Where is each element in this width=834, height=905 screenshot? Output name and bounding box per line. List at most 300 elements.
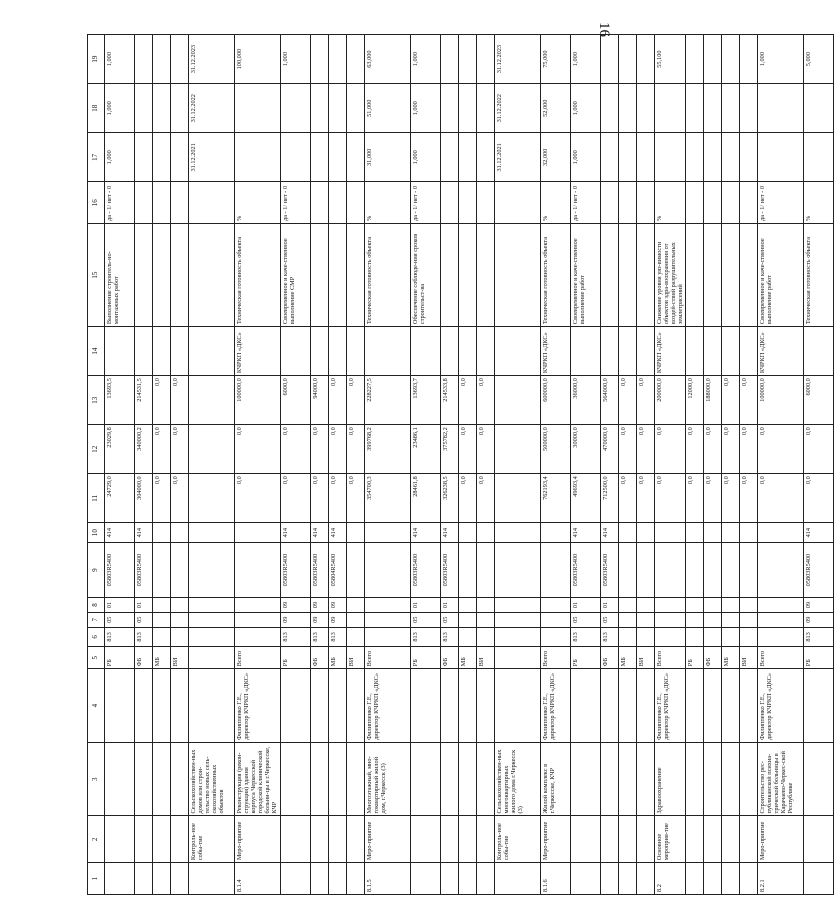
table-cell: [637, 35, 655, 84]
table-cell: МБ: [153, 647, 171, 669]
table-cell: [329, 35, 347, 84]
table-cell: Меро-приятие: [541, 816, 571, 863]
table-cell: [365, 627, 411, 647]
table-cell: 05: [411, 612, 441, 627]
table-cell: [686, 598, 704, 613]
table-cell: [459, 612, 477, 627]
table-cell: [722, 224, 740, 327]
table-cell: 0,0: [655, 425, 686, 474]
table-cell: [704, 598, 722, 613]
table-cell: [740, 863, 758, 895]
table-cell: [459, 742, 477, 816]
table-cell: [189, 669, 235, 743]
table-cell: 09: [281, 598, 311, 613]
table-cell: Меро-приятие: [758, 816, 804, 863]
table-row: [347, 35, 365, 895]
table-cell: 1,000: [411, 133, 441, 182]
table-cell: 1,000: [105, 84, 135, 133]
table-cell: [135, 224, 153, 327]
table-cell: [189, 542, 235, 597]
table-row: [441, 35, 459, 895]
table-cell: [153, 863, 171, 895]
table-cell: [722, 742, 740, 816]
table-cell: Снижение уровня уяз-вимости объектов здра-воохранения от воздей-ствий разрушительных землетрясений: [655, 224, 686, 327]
table-cell: [347, 35, 365, 84]
table-row: [495, 35, 541, 895]
table-cell: [740, 612, 758, 627]
table-cell: [541, 523, 571, 543]
table-cell: [804, 669, 834, 743]
table-cell: %: [541, 182, 571, 224]
table-cell: [235, 523, 281, 543]
table-cell: [441, 133, 459, 182]
table-cell: РБ: [411, 647, 441, 669]
table-cell: [619, 133, 637, 182]
table-cell: [135, 133, 153, 182]
table-cell: 0,0: [686, 474, 704, 523]
table-cell: [459, 523, 477, 543]
table-cell: [601, 84, 619, 133]
table-cell: [637, 598, 655, 613]
table-cell: [441, 742, 459, 816]
table-cell: Филиппенко Г.Е., директор КЧРКП «ДКС»: [541, 669, 571, 743]
table-cell: 31.12.2021: [495, 133, 541, 182]
table-cell: МБ: [329, 647, 347, 669]
table-cell: [740, 327, 758, 376]
table-cell: 0,0: [722, 425, 740, 474]
table-cell: [686, 182, 704, 224]
table-cell: 0,0: [459, 474, 477, 523]
table-cell: %: [235, 182, 281, 224]
table-cell: [459, 182, 477, 224]
table-cell: Всего: [365, 647, 411, 669]
table-cell: [740, 669, 758, 743]
table-cell: [329, 182, 347, 224]
table-cell: 100,000: [235, 35, 281, 84]
table-cell: 31,000: [365, 133, 411, 182]
table-cell: [541, 612, 571, 627]
table-cell: 214533,8: [441, 376, 459, 425]
table-cell: 24729,0: [105, 474, 135, 523]
table-cell: МБ: [722, 647, 740, 669]
table-cell: [459, 598, 477, 613]
table-cell: %: [365, 182, 411, 224]
table-cell: Реконструкция (рекон-струкция) здания корпуса Черкесской городской клинической больни-цы в г.Черкесске, КЧР: [235, 742, 281, 816]
table-cell: 414: [329, 523, 347, 543]
table-cell: 0,0: [153, 425, 171, 474]
table-cell: 762193,4: [541, 474, 571, 523]
table-cell: 09: [311, 612, 329, 627]
table-cell: [722, 133, 740, 182]
table-cell: 304000,0: [135, 474, 153, 523]
table-row: [740, 35, 758, 895]
table-cell: [637, 816, 655, 863]
table-cell: [153, 133, 171, 182]
table-cell: [329, 84, 347, 133]
table-cell: Жилой комплекс в г.Черкесске, КЧР: [541, 742, 571, 816]
table-cell: РБ: [571, 647, 601, 669]
table-cell: 813: [105, 627, 135, 647]
table-cell: [601, 816, 619, 863]
table-cell: 31.12.2021: [189, 133, 235, 182]
table-cell: 0,0: [347, 425, 365, 474]
table-cell: 01: [601, 598, 619, 613]
table-cell: 05803R5400: [105, 542, 135, 597]
table-cell: [365, 598, 411, 613]
table-cell: [722, 523, 740, 543]
table-cell: [637, 523, 655, 543]
table-cell: [758, 612, 804, 627]
table-cell: [722, 669, 740, 743]
table-cell: [704, 816, 722, 863]
table-row: [477, 35, 495, 895]
table-cell: [601, 863, 619, 895]
table-cell: [135, 669, 153, 743]
table-cell: [153, 669, 171, 743]
table-cell: 354700,3: [365, 474, 411, 523]
table-cell: [601, 182, 619, 224]
table-cell: [189, 612, 235, 627]
table-cell: 0,0: [171, 425, 189, 474]
table-cell: 340000,2: [135, 425, 153, 474]
table-cell: 564000,0: [601, 376, 619, 425]
table-cell: [459, 327, 477, 376]
table-cell: [171, 816, 189, 863]
table-cell: 414: [804, 523, 834, 543]
table-cell: [459, 816, 477, 863]
table-row: [704, 35, 722, 895]
table-cell: [347, 182, 365, 224]
table-cell: [740, 627, 758, 647]
table-cell: Контроль-ное собы-тие: [189, 816, 235, 863]
table-cell: Филиппенко Г.Е., директор КЧРКП «ДКС»: [235, 669, 281, 743]
table-row: [365, 35, 411, 895]
table-cell: [441, 84, 459, 133]
table-cell: [459, 863, 477, 895]
table-cell: 813: [311, 627, 329, 647]
table-cell: 94000,0: [311, 376, 329, 425]
table-cell: 100000,0: [235, 376, 281, 425]
table-cell: [619, 35, 637, 84]
table-cell: 0,0: [740, 376, 758, 425]
table-cell: [459, 627, 477, 647]
table-cell: Выполнение строитель-но-монтажных работ: [105, 224, 135, 327]
table-cell: 36000,0: [571, 376, 601, 425]
table-cell: 09: [804, 612, 834, 627]
table-cell: [281, 133, 311, 182]
table-cell: [153, 612, 171, 627]
table-cell: [135, 84, 153, 133]
table-cell: КЧРКП «ДКС»: [655, 327, 686, 376]
table-cell: [704, 627, 722, 647]
table-cell: [722, 327, 740, 376]
table-cell: [411, 742, 441, 816]
table-cell: [189, 627, 235, 647]
table-row: [281, 35, 311, 895]
table-cell: [365, 542, 411, 597]
table-cell: 8.1.5: [365, 863, 411, 895]
table-cell: 6000,0: [281, 376, 311, 425]
table-cell: 813: [411, 627, 441, 647]
table-cell: 0,0: [804, 474, 834, 523]
table-cell: [441, 35, 459, 84]
table-cell: [311, 669, 329, 743]
table-cell: [495, 425, 541, 474]
table-cell: 0,0: [655, 474, 686, 523]
table-cell: [804, 863, 834, 895]
table-cell: [365, 523, 411, 543]
table-cell: 0,0: [722, 376, 740, 425]
table-cell: [441, 669, 459, 743]
table-cell: Техническая готовность объекта: [365, 224, 411, 327]
table-cell: [135, 863, 153, 895]
table-cell: [347, 598, 365, 613]
table-cell: [601, 35, 619, 84]
table-cell: [189, 523, 235, 543]
header-cell: 12: [88, 425, 105, 474]
table-cell: 0,0: [153, 376, 171, 425]
table-cell: [686, 742, 704, 816]
table-cell: [655, 523, 686, 543]
table-cell: 0,0: [619, 474, 637, 523]
table-cell: 1,000: [105, 133, 135, 182]
header-cell: 14: [88, 327, 105, 376]
table-cell: [686, 612, 704, 627]
table-cell: 05803R5400: [804, 542, 834, 597]
header-row: [88, 35, 105, 895]
table-cell: [571, 742, 601, 816]
table-cell: [686, 816, 704, 863]
table-cell: [153, 327, 171, 376]
table-cell: [153, 627, 171, 647]
table-row: [571, 35, 601, 895]
table-cell: ВИ: [740, 647, 758, 669]
table-cell: [189, 474, 235, 523]
table-cell: 0,0: [619, 425, 637, 474]
table-cell: да - 1/ нет - 0: [105, 182, 135, 224]
table-cell: 0,0: [171, 474, 189, 523]
table-cell: 52,000: [541, 84, 571, 133]
table-cell: [347, 327, 365, 376]
table-cell: 0,0: [329, 474, 347, 523]
table-cell: Всего: [655, 647, 686, 669]
table-cell: 32,000: [541, 133, 571, 182]
table-cell: [758, 542, 804, 597]
table-cell: 1,000: [105, 35, 135, 84]
table-cell: 600000,0: [541, 376, 571, 425]
table-cell: [477, 182, 495, 224]
table-cell: [571, 327, 601, 376]
table-row: [601, 35, 619, 895]
header-cell: 8: [88, 598, 105, 613]
table-cell: [571, 863, 601, 895]
table-cell: [619, 224, 637, 327]
table-cell: [171, 542, 189, 597]
table-cell: Обеспечение соблюде-ния сроков строительст-ва: [411, 224, 441, 327]
table-cell: Своевременное и каче-ственное выполнение работ: [571, 224, 601, 327]
table-cell: [135, 182, 153, 224]
table-cell: [477, 627, 495, 647]
table-cell: [722, 612, 740, 627]
table-cell: МБ: [459, 647, 477, 669]
table-cell: [477, 863, 495, 895]
table-cell: 813: [441, 627, 459, 647]
table-cell: [347, 612, 365, 627]
table-cell: Филиппенко Г.Е., директор КЧРКП «ДКС»: [655, 669, 686, 743]
table-cell: Строительство рес-публиканской психиа-трической больницы в Карачаево-Черкес-ской Республике: [758, 742, 804, 816]
table-cell: [311, 35, 329, 84]
table-cell: 0,0: [758, 425, 804, 474]
table-cell: [541, 542, 571, 597]
table-cell: [411, 816, 441, 863]
table-cell: [722, 863, 740, 895]
table-cell: [459, 84, 477, 133]
table-cell: 813: [329, 627, 347, 647]
table-cell: [171, 523, 189, 543]
table-cell: [311, 182, 329, 224]
table-cell: [637, 224, 655, 327]
table-cell: 05: [571, 612, 601, 627]
table-cell: 0,0: [740, 474, 758, 523]
table-cell: 12000,0: [686, 376, 704, 425]
table-row: [235, 35, 281, 895]
table-cell: 0,0: [722, 474, 740, 523]
table-cell: [347, 627, 365, 647]
table-cell: КЧРКП «ДКС»: [235, 327, 281, 376]
table-cell: [722, 816, 740, 863]
table-cell: [135, 327, 153, 376]
table-cell: [601, 327, 619, 376]
table-cell: [619, 627, 637, 647]
table-cell: [758, 523, 804, 543]
table-cell: Своевременное и каче-ственное выполнение СМР: [281, 224, 311, 327]
table-cell: [329, 742, 347, 816]
table-cell: [655, 84, 686, 133]
table-cell: [655, 133, 686, 182]
table-cell: 05803R5400: [601, 542, 619, 597]
table-cell: 1,000: [571, 84, 601, 133]
table-cell: [171, 863, 189, 895]
table-cell: Меро-приятие: [235, 816, 281, 863]
table-row: [411, 35, 441, 895]
table-cell: [281, 84, 311, 133]
table-cell: [637, 627, 655, 647]
table-cell: 0,0: [637, 376, 655, 425]
table-cell: [740, 133, 758, 182]
table-cell: [619, 598, 637, 613]
table-cell: [235, 84, 281, 133]
table-cell: 05: [601, 612, 619, 627]
table-cell: [740, 523, 758, 543]
table-cell: [347, 224, 365, 327]
table-cell: 0,0: [235, 474, 281, 523]
table-cell: [637, 612, 655, 627]
table-cell: [722, 542, 740, 597]
table-cell: [704, 542, 722, 597]
table-cell: 414: [601, 523, 619, 543]
table-cell: [365, 612, 411, 627]
table-cell: 63,000: [365, 35, 411, 84]
table-cell: [637, 742, 655, 816]
table-cell: 49693,4: [571, 474, 601, 523]
table-cell: [758, 84, 804, 133]
table-cell: [171, 669, 189, 743]
table-cell: 813: [571, 627, 601, 647]
table-cell: [311, 133, 329, 182]
table-cell: [704, 612, 722, 627]
table-cell: [171, 35, 189, 84]
table-cell: [477, 742, 495, 816]
table-cell: [189, 425, 235, 474]
table-cell: [704, 523, 722, 543]
table-cell: [105, 742, 135, 816]
table-cell: 13693,7: [411, 376, 441, 425]
table-cell: КЧРКП «ДКС»: [758, 327, 804, 376]
table-cell: [637, 182, 655, 224]
table-cell: 23029,8: [105, 425, 135, 474]
table-cell: [171, 182, 189, 224]
table-cell: 09: [329, 612, 347, 627]
table-cell: 326238,5: [441, 474, 459, 523]
table-cell: [495, 182, 541, 224]
table-cell: [722, 627, 740, 647]
table-cell: 05803R5400: [411, 542, 441, 597]
table-cell: %: [655, 182, 686, 224]
table-cell: [135, 816, 153, 863]
table-cell: [105, 327, 135, 376]
table-cell: 0,0: [704, 425, 722, 474]
table-cell: Техническая готовность объекта: [804, 224, 834, 327]
table-cell: да - 1/ нет - 0: [411, 182, 441, 224]
table-row: [171, 35, 189, 895]
table-cell: [619, 523, 637, 543]
table-cell: 1,000: [281, 35, 311, 84]
table-cell: [477, 84, 495, 133]
table-cell: [153, 542, 171, 597]
table-cell: 8.2: [655, 863, 686, 895]
table-cell: 813: [601, 627, 619, 647]
table-cell: [365, 327, 411, 376]
table-cell: [329, 669, 347, 743]
table-cell: [495, 224, 541, 327]
table-cell: 0,0: [329, 425, 347, 474]
table-cell: 470000,0: [601, 425, 619, 474]
table-cell: 05803R5400: [311, 542, 329, 597]
table-cell: [235, 542, 281, 597]
table-cell: [347, 863, 365, 895]
table-cell: Филиппенко Г.Е., директор КЧРКП «ДКС»: [758, 669, 804, 743]
table-cell: [804, 816, 834, 863]
table-cell: [686, 542, 704, 597]
table-cell: [601, 133, 619, 182]
table-row: [758, 35, 804, 895]
table-cell: Сельскохозяйствен-ных многоквартирных жилого дома г.Черкесск (3): [495, 742, 541, 816]
header-cell: 13: [88, 376, 105, 425]
table-cell: [105, 669, 135, 743]
table-cell: Филиппенко Г.Е., директор КЧРКП «ДКС»: [365, 669, 411, 743]
table-cell: [601, 742, 619, 816]
table-row: [189, 35, 235, 895]
table-cell: [189, 647, 235, 669]
table-cell: 414: [105, 523, 135, 543]
table-cell: [804, 133, 834, 182]
table-cell: ФБ: [601, 647, 619, 669]
table-cell: [655, 627, 686, 647]
table-cell: [153, 742, 171, 816]
table-cell: 0,0: [704, 474, 722, 523]
table-cell: 01: [105, 598, 135, 613]
table-cell: РБ: [804, 647, 834, 669]
